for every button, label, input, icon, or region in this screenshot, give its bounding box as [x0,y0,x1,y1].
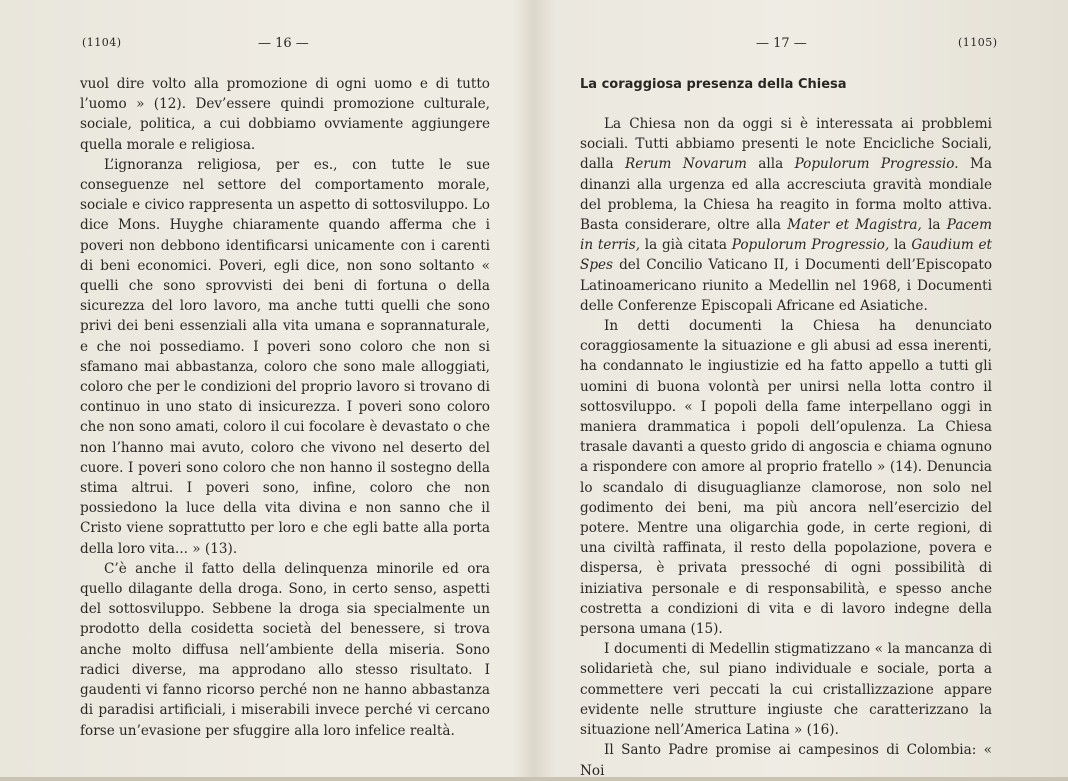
right-paragraph-4: Il Santo Padre promise ai campesinos di Colombia: « Noi [580,742,992,779]
encyclical-title: Mater et Magistra, [787,217,922,234]
right-page-number: — 17 — [756,36,807,51]
text-run: la già citata [640,237,732,254]
left-body-text [80,74,490,741]
right-paragraph-1 [580,114,992,316]
text-run: La Chiesa non da oggi si è interessata ai probblemi sociali. Tutti abbiamo presenti le note Encicliche Sociali, dalla [580,116,992,173]
right-page [534,0,1068,777]
left-folio: (1104) [82,36,122,49]
encyclical-title: Populorum Progressio, [731,237,890,254]
left-paragraph-2: L’ignoranza religiosa, per es., con tutte le sue conseguenze nel settore del comportamento morale, sociale e civico rappresenta un aspetto di sottosviluppo. Lo dice Mons. Huyghe chiaramente quando afferma che i poveri non debbono identificarsi unicamente con i carenti di beni economici. Poveri, egli dice, non sono soltanto « quelli che sono sprovvisti dei beni di fortuna o della sicurezza del loro lavoro, ma anche tutti quelli che sono privi dei beni essenziali alla vita umana e soprannaturale, e che noi possediamo. I poveri sono coloro che non si sfamano mai abbastanza, coloro che sono male alloggiati, coloro che per le condizioni del proprio lavoro si trovano di continuo in uno stato di insicurezza. I poveri sono coloro che non sono amati, coloro il cui focolare è devastato o che non l’hanno mai avuto, coloro che vivono nel deserto del cuore. I poveri sono coloro che non hanno il sostegno della stima altrui. I poveri sono, infine, coloro che non possiedono la luce della vita divina e non sanno che il Cristo viene soprattutto per loro e che egli batte alla porta della loro vita... » (13). [80,156,490,557]
text-run: la [921,217,947,234]
left-page [0,0,534,777]
text-run: Ma dinanzi alla urgenza ed alla accresciuta gravità mondiale del problema, la Chiesa ha reagito in forma molto attiva. Basta considerare, oltre alla [580,156,992,234]
text-run: la [889,237,912,254]
right-paragraph-2: In detti documenti la Chiesa ha denunciato coraggiosamente la situazione e gli abusi ad essa inerenti, ha condannato le ingiustizie ed ha fatto appello a tutti gli uomini di buona volontà per unirsi nella lotta contro il sottosviluppo. « I popoli della fame interpellano oggi in maniera drammatica i popoli dell’opulenza. La Chiesa trasale davanti a questo grido di angoscia e chiama ognuno a rispondere con amore al proprio fratello » (14). Denuncia lo scandalo di disuguaglianze clamorose, non solo nel godimento dei beni, ma più ancora nell’esercizio del potere. Mentre una oligarchia gode, in certe regioni, di una civiltà raffinata, il resto della popolazione, povera e dispersa, è privata pressoché di ogni possibilità di iniziativa personale e di responsabilità, e spesso anche costretta a condizioni di vita e di lavoro indegne della persona umana (15). [580,318,992,638]
encyclical-title: Populorum Progressio. [794,156,959,173]
right-folio: (1105) [958,36,998,49]
left-paragraph-3: C’è anche il fatto della delinquenza minorile ed ora quello dilagante della droga. Sono, in certo senso, aspetti del sottosviluppo. Sebbene la droga sia specialmente un prodotto della cosidetta società del benessere, si trova anche molto diffusa nell’ambiente della miseria. Sono radici diverse, ma approdano allo stesso risultato. I gaudenti vi fanno ricorso perché non ne hanno abbastanza di paradisi artificiali, i miserabili invece perché vi cercano forse un’evasione per sfuggire alla loro infelice realtà. [80,560,490,739]
right-paragraph-3: I documenti di Medellin stigmatizzano « la mancanza di solidarietà che, sul piano individuale e sociale, porta a commettere veri peccati la cui cristallizzazione appare evidente nelle strutture ingiuste che caratterizzano la situazione nell’America Latina » (16). [580,641,992,739]
text-run: del Concilio Vaticano II, i Documenti dell’Episcopato Latinoamericano riunito a Medellin nel 1968, i Documenti delle Conferenze Episcopali Africane ed Asiatiche. [580,257,992,314]
encyclical-title: Rerum Novarum [625,156,747,173]
council-document-title: Gaudium et Spes [580,237,992,274]
left-page-number: — 16 — [258,36,309,51]
right-body-text [580,114,992,781]
section-title: La coraggiosa presenza della Chiesa [580,77,847,92]
text-run: alla [746,156,795,173]
encyclical-title: Pacem in terris, [580,217,992,254]
left-paragraph-1: vuol dire volto alla promozione di ogni uomo e di tutto l’uomo » (12). Dev’essere quindi promozione culturale, sociale, politica, a cui dobbiamo ovviamente aggiungere quella morale e religiosa. [80,76,490,153]
